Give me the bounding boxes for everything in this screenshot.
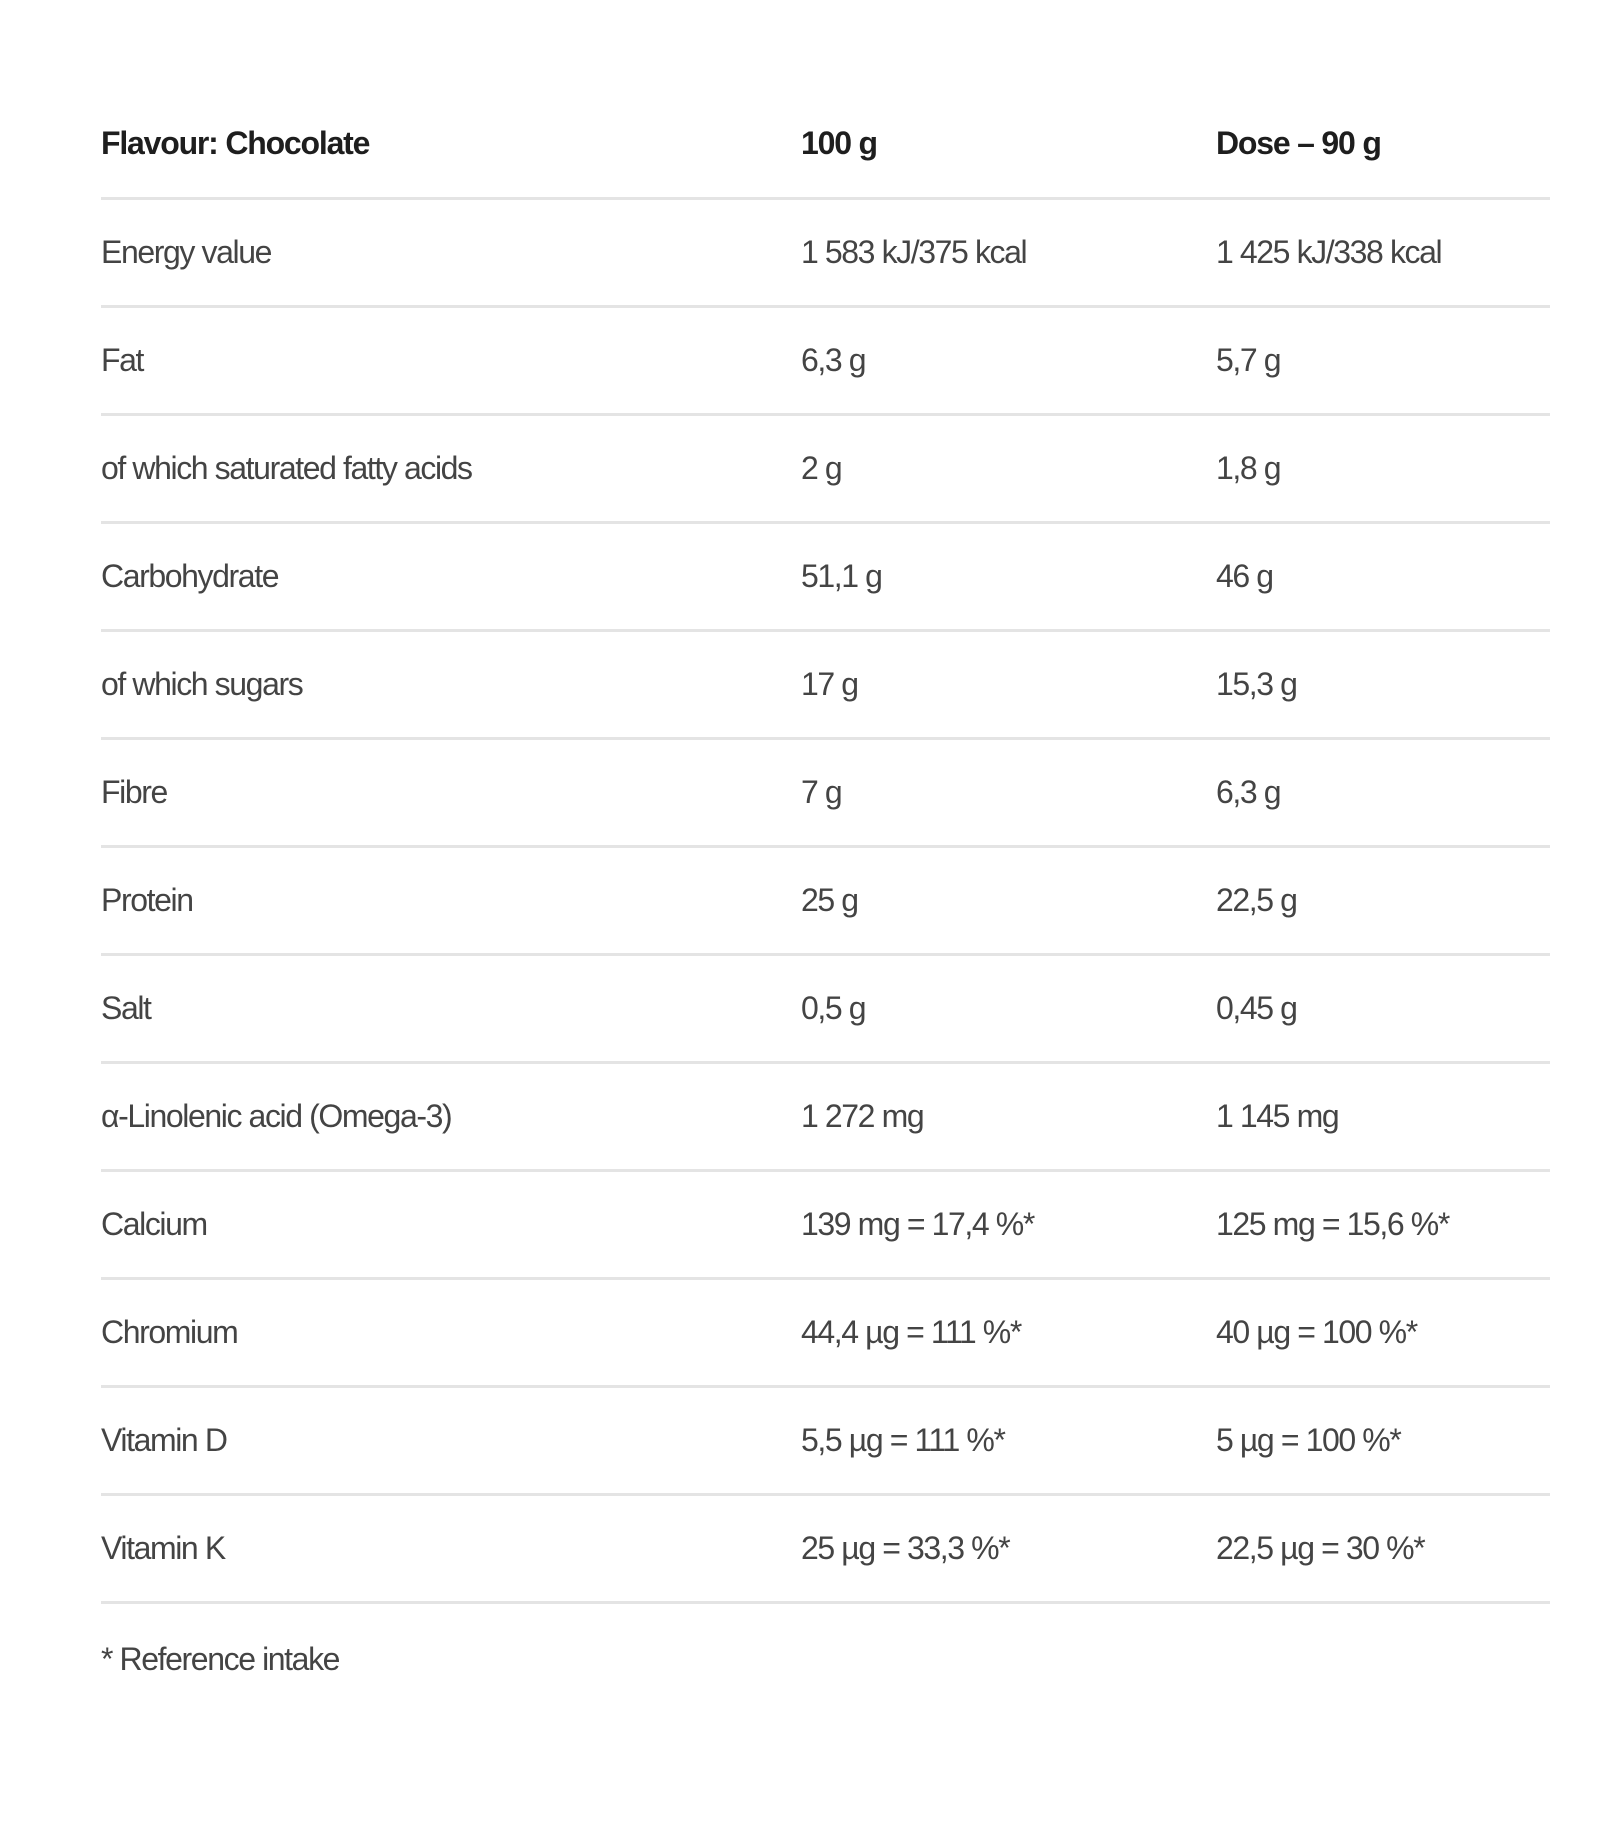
row-per100-value: 25 g [801, 882, 858, 918]
row-per100-value: 139 mg = 17,4 %* [801, 1206, 1034, 1242]
row-per100-value: 0,5 g [801, 990, 866, 1026]
header-dose: Dose – 90 g [1216, 125, 1381, 161]
row-dose-value: 125 mg = 15,6 %* [1216, 1206, 1449, 1242]
table-row-omega-3 [101, 1064, 1550, 1172]
row-label: Fat [101, 342, 144, 378]
row-dose-value: 22,5 µg = 30 %* [1216, 1530, 1425, 1566]
table-row-carbohydrate [101, 524, 1550, 632]
table-row-calcium [101, 1172, 1550, 1280]
row-per100-value: 5,5 µg = 111 %* [801, 1422, 1005, 1458]
table-row-fibre [101, 740, 1550, 848]
row-label: of which saturated fatty acids [101, 450, 472, 486]
row-dose-value: 1 425 kJ/338 kcal [1216, 234, 1442, 270]
table-row-fat [101, 308, 1550, 416]
row-dose-value: 5,7 g [1216, 342, 1281, 378]
footnote-reference-intake: * Reference intake [101, 1640, 340, 1677]
table-row-saturated-fat [101, 416, 1550, 524]
table-header-row [101, 90, 1550, 200]
table-row-vitamin-d [101, 1388, 1550, 1496]
row-dose-value: 22,5 g [1216, 882, 1297, 918]
row-label: Carbohydrate [101, 558, 279, 594]
table-row-energy [101, 200, 1550, 308]
header-flavour: Flavour: Chocolate [101, 125, 370, 161]
row-label: Salt [101, 990, 151, 1026]
row-label: Vitamin D [101, 1422, 227, 1458]
table-row-sugars [101, 632, 1550, 740]
row-label: Calcium [101, 1206, 207, 1242]
header-per-100g: 100 g [801, 125, 877, 161]
row-dose-value: 46 g [1216, 558, 1273, 594]
row-per100-value: 44,4 µg = 111 %* [801, 1314, 1021, 1350]
row-dose-value: 1 145 mg [1216, 1098, 1339, 1134]
row-label: Chromium [101, 1314, 238, 1350]
row-dose-value: 6,3 g [1216, 774, 1281, 810]
row-dose-value: 15,3 g [1216, 666, 1297, 702]
row-dose-value: 40 µg = 100 %* [1216, 1314, 1417, 1350]
row-per100-value: 6,3 g [801, 342, 866, 378]
row-label: Vitamin K [101, 1530, 225, 1566]
row-label: Fibre [101, 774, 167, 810]
table-row-chromium [101, 1280, 1550, 1388]
table-row-salt [101, 956, 1550, 1064]
row-label: of which sugars [101, 666, 303, 702]
nutrition-table [101, 90, 1550, 1714]
row-label: Protein [101, 882, 193, 918]
row-per100-value: 25 µg = 33,3 %* [801, 1530, 1010, 1566]
row-per100-value: 2 g [801, 450, 842, 486]
row-per100-value: 7 g [801, 774, 842, 810]
row-dose-value: 1,8 g [1216, 450, 1281, 486]
row-label: Energy value [101, 234, 271, 270]
footnote-row [101, 1604, 1550, 1714]
row-per100-value: 1 583 kJ/375 kcal [801, 234, 1027, 270]
table-row-protein [101, 848, 1550, 956]
row-per100-value: 1 272 mg [801, 1098, 924, 1134]
row-dose-value: 0,45 g [1216, 990, 1297, 1026]
row-dose-value: 5 µg = 100 %* [1216, 1422, 1401, 1458]
row-per100-value: 17 g [801, 666, 858, 702]
row-per100-value: 51,1 g [801, 558, 882, 594]
row-label: α-Linolenic acid (Omega-3) [101, 1098, 452, 1134]
table-row-vitamin-k [101, 1496, 1550, 1604]
